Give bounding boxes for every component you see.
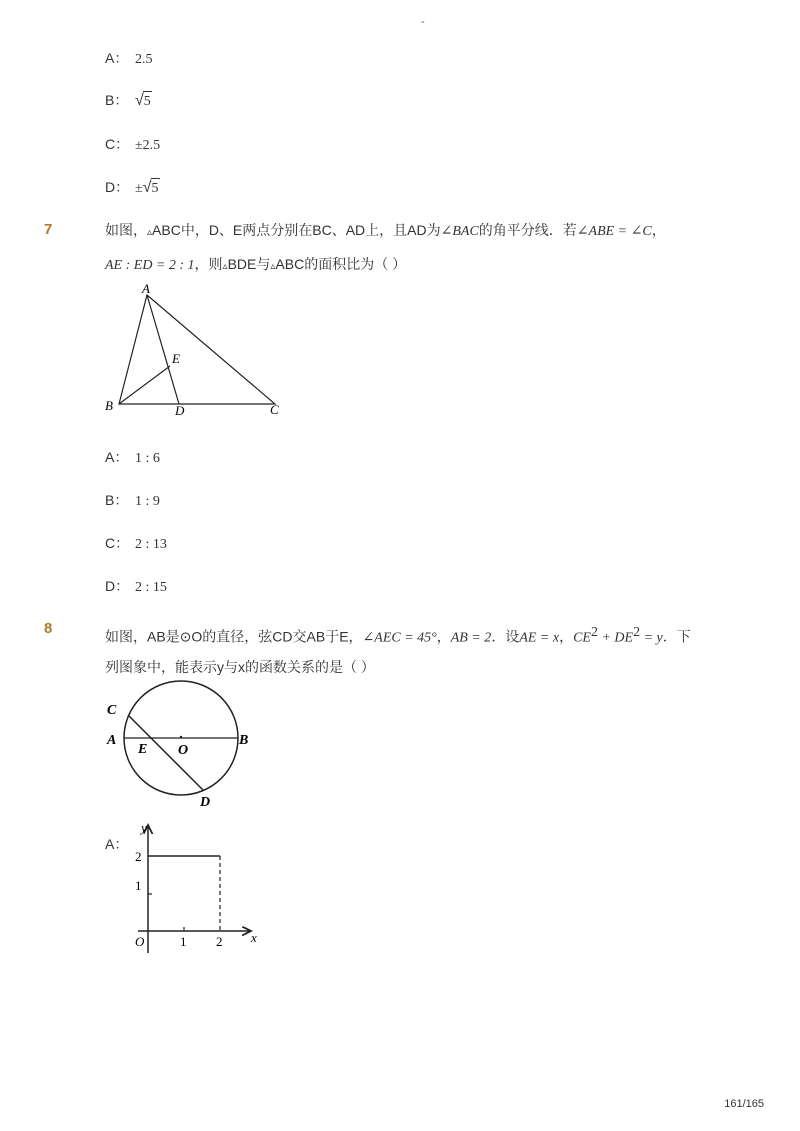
q7-option-d[interactable] — [105, 576, 167, 596]
q8-circle-figure — [100, 680, 270, 810]
label-b: B — [105, 398, 113, 413]
question-number-7: 7 — [44, 221, 53, 238]
q8-text-line-1: 如图，AB是⊙O的直径，弦CD交AB于E，∠AEC = 45°，AB = 2．设AE = x，$CE^2 + DE^2 = y$．下 — [105, 625, 691, 646]
q7-option-c[interactable] — [105, 533, 167, 553]
option-value: 2 : 15 — [135, 580, 167, 595]
option-value: 1 : 9 — [135, 494, 160, 509]
label-a: A — [142, 281, 150, 296]
option-label: A： — [105, 50, 129, 66]
question-number-8: 8 — [44, 620, 53, 637]
segment-be — [119, 366, 170, 404]
header-mark: - — [421, 16, 425, 28]
q8-option-a-graph — [125, 815, 270, 955]
q6-option-a[interactable] — [105, 48, 153, 68]
x-tick-label-2: 2 — [216, 934, 223, 949]
triangle-symbol: ▵ — [222, 261, 228, 272]
triangle-symbol: ▵ — [147, 227, 153, 238]
y-tick-label-1: 1 — [135, 878, 142, 893]
option-value: 5 — [151, 181, 159, 196]
label-d: D — [200, 795, 211, 810]
q7-option-b[interactable] — [105, 490, 160, 510]
label-e: E — [172, 351, 180, 366]
label-a: A — [107, 733, 117, 748]
sqrt-expression: √ 5 — [142, 179, 159, 196]
option-value: ±2.5 — [135, 138, 161, 153]
q7-text-line-1: 如图，▵ABC中，D、E两点分别在BC、AD上，且AD为∠BAC的角平分线．若∠ABE = ∠C， — [105, 222, 666, 239]
option-value: 1 : 6 — [135, 451, 160, 466]
q6-option-d[interactable] — [105, 177, 158, 197]
center-point — [180, 736, 182, 738]
page-number: 161/165 — [724, 1098, 764, 1110]
label-c: C — [107, 703, 117, 718]
q7-text-line-2: AE : ED = 2 : 1，则▵BDE与▵ABC的面积比为（ ） — [105, 256, 407, 273]
q6-option-c[interactable] — [105, 134, 160, 154]
option-label: C： — [105, 535, 130, 551]
y-tick-label-2: 2 — [135, 849, 142, 864]
label-d: D — [175, 403, 185, 418]
sqrt-expression: √ 5 — [135, 92, 151, 109]
option-value: 2.5 — [135, 52, 153, 67]
option-value: 2 : 13 — [135, 537, 167, 552]
option-label: D： — [105, 578, 130, 594]
label-b: B — [239, 733, 249, 748]
segment-ad — [147, 295, 179, 404]
x-axis-label: x — [251, 930, 257, 945]
option-label: A： — [105, 836, 129, 852]
q8-text-line-2: 列图象中，能表示y与x的函数关系的是（ ） — [105, 659, 375, 675]
label-c: C — [270, 402, 279, 417]
option-value: 5 — [143, 94, 151, 109]
label-o: O — [178, 743, 189, 758]
triangle-abc — [119, 295, 275, 404]
x-tick-label-1: 1 — [180, 934, 187, 949]
option-label: C： — [105, 136, 130, 152]
y-axis-label: y — [141, 820, 147, 835]
q7-option-a[interactable] — [105, 447, 160, 467]
q6-option-b[interactable] — [105, 90, 151, 110]
q7-triangle-figure — [100, 280, 300, 420]
option-label: B： — [105, 92, 129, 108]
triangle-symbol: ▵ — [270, 261, 276, 272]
option-label: A： — [105, 449, 129, 465]
origin-label: O — [135, 934, 145, 949]
option-label: D： — [105, 179, 130, 195]
label-e: E — [138, 742, 148, 757]
plus-minus-sign: ± — [135, 181, 143, 196]
option-label: B： — [105, 492, 129, 508]
